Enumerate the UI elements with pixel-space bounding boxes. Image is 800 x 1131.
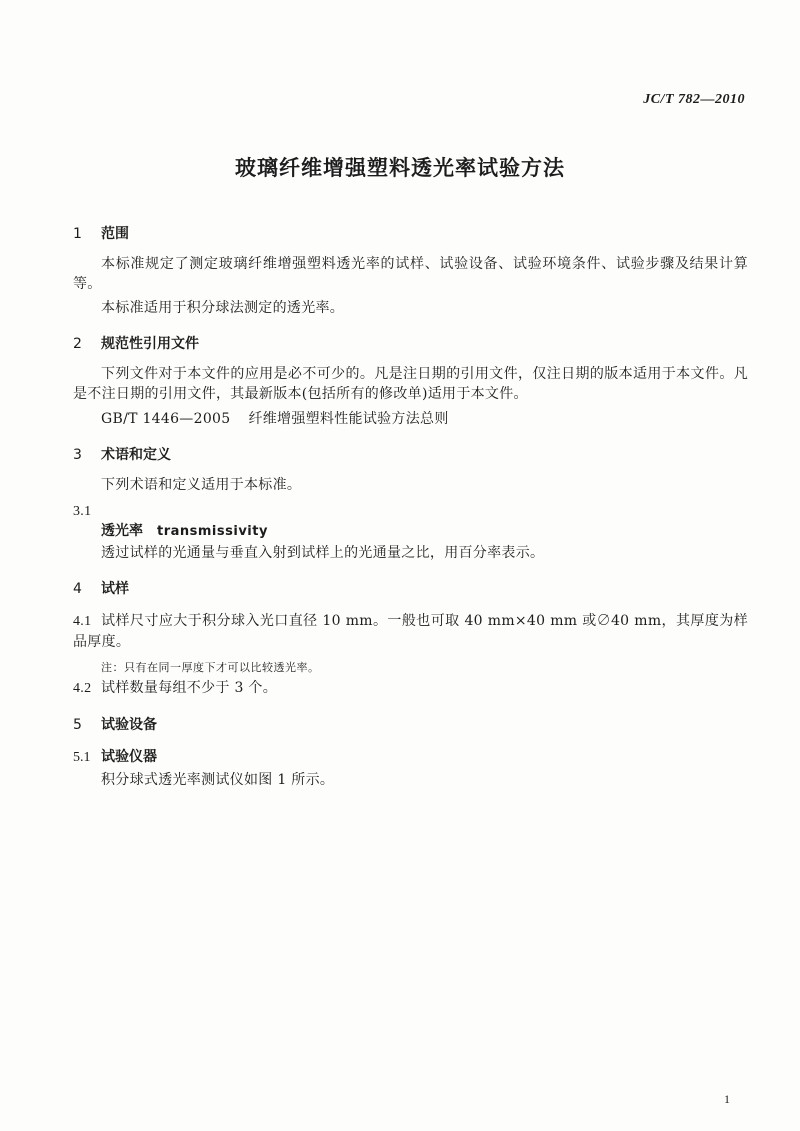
section-5-heading <box>73 714 157 734</box>
clause-3-1-number: 3.1 <box>73 504 92 519</box>
clause-number: 5.1 <box>73 750 91 765</box>
document-title: 玻璃纤维增强塑料透光率试验方法 <box>235 156 565 180</box>
section-2-heading <box>73 333 199 353</box>
note-text: 注：只有在同一厚度下才可以比较透光率。 <box>101 661 320 674</box>
clause-5-1-paragraph: 积分球式透光率测试仪如图 1 所示。 <box>101 772 335 788</box>
section-number: 5 <box>73 717 82 733</box>
section-number: 2 <box>73 336 82 352</box>
term-english: transmissivity <box>157 524 268 539</box>
term-entry <box>101 520 268 540</box>
reference-code: GB/T 1446—2005 <box>101 411 231 427</box>
section-number: 4 <box>73 581 82 597</box>
section-1-paragraph-2: 本标准适用于积分球法测定的透光率。 <box>101 300 345 316</box>
section-title: 术语和定义 <box>101 447 171 463</box>
term-definition: 透过试样的光通量与垂直入射到试样上的光通量之比，用百分率表示。 <box>101 545 545 561</box>
section-number: 3 <box>73 447 82 463</box>
clause-number: 4.1 <box>73 614 92 629</box>
section-4-heading <box>73 578 129 598</box>
clause-number: 4.2 <box>73 681 92 696</box>
section-1-paragraph-1: 本标准规定了测定玻璃纤维增强塑料透光率的试样、试验设备、试验环境条件、试验步骤及结果计算等。 <box>73 256 748 292</box>
section-2-paragraph-1: 下列文件对于本文件的应用是必不可少的。凡是注日期的引用文件，仅注日期的版本适用于本文件。凡是不注日期的引用文件，其最新版本(包括所有的修改单)适用于本文件。 <box>73 366 748 402</box>
section-title: 范围 <box>101 226 129 242</box>
clause-text: 试样尺寸应大于积分球入光口直径 10 mm。一般也可取 40 mm×40 mm 或∅40 mm，其厚度为样品厚度。 <box>73 613 748 650</box>
section-title: 试样 <box>101 581 129 597</box>
term-chinese: 透光率 <box>101 523 143 539</box>
clause-title: 试验仪器 <box>101 749 157 765</box>
normative-reference <box>101 409 449 429</box>
section-3-heading <box>73 444 171 464</box>
section-title: 规范性引用文件 <box>101 336 199 352</box>
page-number: 1 <box>724 1092 730 1106</box>
clause-5-1-heading <box>73 746 157 766</box>
clause-4-2 <box>73 678 277 699</box>
standard-code: JC/T 782—2010 <box>643 92 745 107</box>
section-title: 试验设备 <box>101 717 157 733</box>
section-3-paragraph-1: 下列术语和定义适用于本标准。 <box>101 477 302 493</box>
clause-4-1 <box>73 611 748 652</box>
reference-title: 纤维增强塑料性能试验方法总则 <box>248 411 449 427</box>
clause-text: 试样数量每组不少于 3 个。 <box>101 680 278 696</box>
section-number: 1 <box>73 226 82 242</box>
section-1-heading <box>73 223 129 243</box>
